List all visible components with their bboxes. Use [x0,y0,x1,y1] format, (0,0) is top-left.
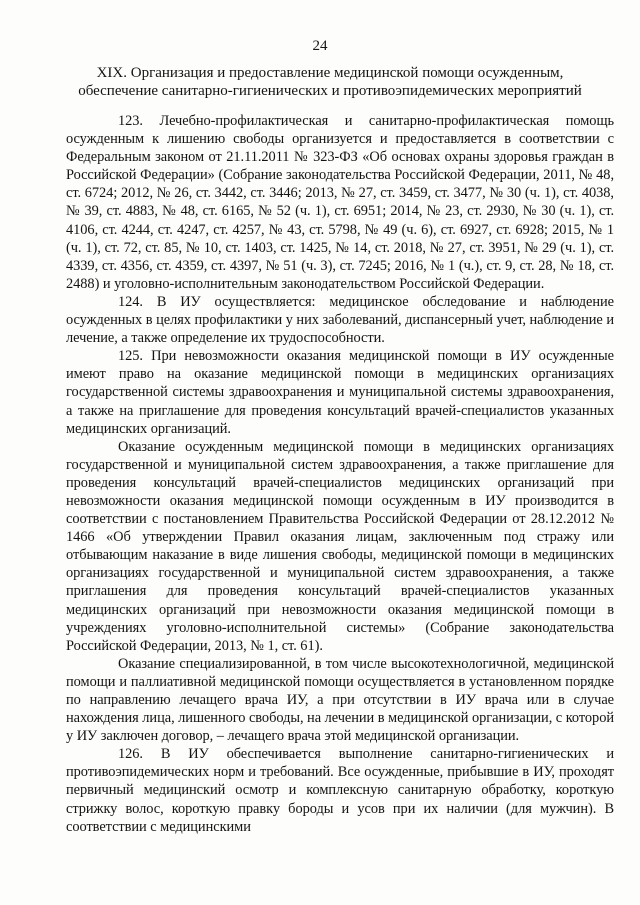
paragraph-125: 125. При невозможности оказания медицинской помощи в ИУ осужденные имеют право на оказание медицинской помощи в медицинских организациях государственной системы здравоохранения и муниципальной системы здравоохранения, а также на приглашение для проведения консультаций врачей-специалистов указанных медицинских организаций. [66,348,614,437]
paragraph-124: 124. В ИУ осуществляется: медицинское обследование и наблюдение осужденных в целях профилактики у них заболеваний, диспансерный учет, наблюдение и лечение, а также определение их трудоспособности. [66,293,614,347]
paragraph-125-specialized-care: Оказание специализированной, в том числе высокотехнологичной, медицинской помощи и паллиативной медицинской помощи осуществляется в установленном порядке по направлению лечащего врача ИУ, а при отсутствии в ИУ врача или в случае нахождения лица, лишенного свободы, на лечении в медицинской организации, с которой у ИУ заключен договор, – лечащего врача этой медицинской организации. [66,655,614,745]
paragraph-123: 123. Лечебно-профилактическая и санитарно-профилактическая помощь осужденным к лишению свободы организуется и предоставляется в соответствии с Федеральным законом от 21.11.2011 № 323-ФЗ «Об основах охраны здоровья граждан в Российской Федерации» (Собрание законодательства Российской Федерации, 2011, № 48, ст. 6724; 2012, № 26, ст. 3442, ст. 3446; 2013, № 27, ст. 3459, ст. 3477, № 30 (ч. 1), ст. 4038, № 39, ст. 4883, № 48, ст. 6165, № 52 (ч. 1), ст. 6951; 2014, № 23, ст. 2930, № 30 (ч. 1), ст. 4106, ст. 4244, ст. 4247, ст. 4257, № 43, ст. 5798, № 49 (ч. 6), ст. 6927, ст. 6928; 2015, № 1 (ч. 1), ст. 72, ст. 85, № 10, ст. 1403, ст. 1425, № 14, ст. 2018, № 27, ст. 3951, № 29 (ч. 1), ст. 4339, ст. 4356, ст. 4359, ст. 4397, № 51 (ч. 3), ст. 7245; 2016, № 1 (ч.), ст. 9, ст. 28, № 18, ст. 2488) и уголовно-исполнительным законодательством Российской Федерации. [66,113,614,292]
document-body [66,112,614,836]
paragraph-126: 126. В ИУ обеспечивается выполнение санитарно-гигиенических и противоэпидемических норм и требований. Все осужденные, прибывшие в ИУ, проходят первичный медицинский осмотр и комплексную санитарную обработку, короткую стрижку волос, короткую правку бороды и усов при их наличии (для мужчин). В соответствии с медицинскими [66,746,614,835]
page-number: 24 [312,38,328,54]
paragraph-125-consultations: Оказание осужденным медицинской помощи в медицинских организациях государственной и муниципальной систем здравоохранения, а также приглашение для проведения консультаций врачей-специалистов медицинских организаций при невозможности оказания медицинской помощи осужденным в ИУ производится в соответствии с постановлением Правительства Российской Федерации от 28.12.2012 № 1466 «Об утверждении Правил оказания лицам, заключенным под стражу или отбывающим наказание в виде лишения свободы, медицинской помощи в медицинских организациях государственной и муниципальной систем здравоохранения, а также приглашения для проведения консультаций врачей-специалистов указанных медицинских организаций при невозможности оказания медицинской помощи в учреждениях уголовно-исполнительной системы» (Собрание законодательства Российской Федерации, 2013, № 1, ст. 61). [66,438,614,654]
section-title: XIX. Организация и предоставление медицинской помощи осужденным, обеспечение санитарно-гигиенических и противоэпидемических мероприятий [78,65,582,99]
